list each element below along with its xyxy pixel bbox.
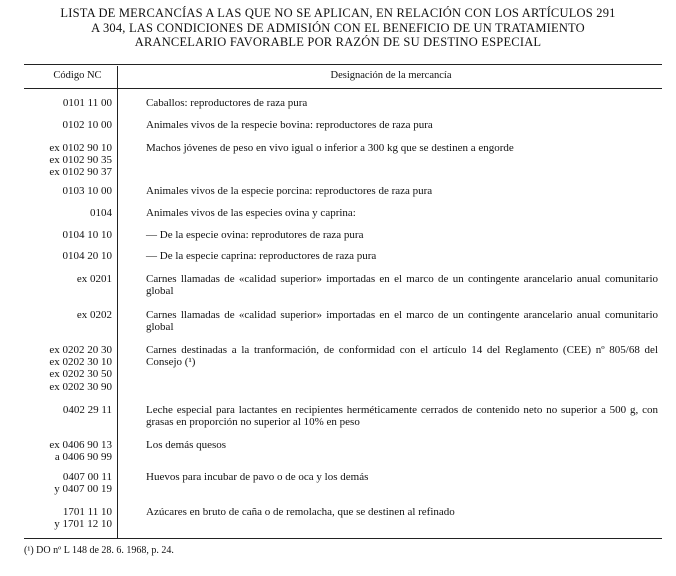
code-cell xyxy=(24,119,112,131)
column-divider xyxy=(117,66,118,538)
description-cell: Machos jóvenes de peso en vivo igual o inferior a 300 kg que se destinen a engorde xyxy=(146,142,514,154)
nc-code: 0407 00 11 xyxy=(62,471,112,483)
nc-code: ex 0202 30 50 xyxy=(49,368,112,381)
description-cell: Azúcares en bruto de caña o de remolacha, que se destinen al refinado xyxy=(146,506,455,518)
code-cell xyxy=(24,439,112,463)
nc-code: y 1701 12 10 xyxy=(54,518,112,531)
description-cell: Carnes llamadas de «calidad superior» importadas en el marco de un contingente arancelario anual comunitario global xyxy=(146,273,658,298)
nc-code: ex 0102 90 37 xyxy=(49,166,112,179)
footnote: (¹) DO nº L 148 de 28. 6. 1968, p. 24. xyxy=(24,545,174,556)
code-cell xyxy=(24,309,112,321)
description-cell: Animales vivos de la respecie bovina: reproductores de raza pura xyxy=(146,119,433,131)
header-code: Código NC xyxy=(53,70,102,81)
code-cell xyxy=(24,506,112,530)
code-cell xyxy=(24,229,112,241)
description-cell: Animales vivos de la especie porcina: reproductores de raza pura xyxy=(146,185,433,197)
description-cell: Carnes llamadas de «calidad superior» importadas en el marco de un contingente arancelario anual comunitario global xyxy=(146,309,658,334)
code-cell xyxy=(24,97,112,109)
code-cell xyxy=(24,250,112,262)
code-cell xyxy=(24,404,112,416)
nc-code: ex 0102 90 10 xyxy=(49,142,112,154)
nc-code: 0104 10 10 xyxy=(62,229,112,241)
nc-code: 0103 10 00 xyxy=(62,185,112,197)
table-top-rule xyxy=(24,64,662,65)
description-cell: Caballos: reproductores de raza pura xyxy=(146,97,308,109)
code-cell xyxy=(24,273,112,285)
nc-code: 0102 10 00 xyxy=(62,119,112,131)
header-bottom-rule xyxy=(24,88,662,89)
nc-code: 0402 29 11 xyxy=(62,404,112,416)
code-cell xyxy=(24,344,112,393)
description-cell: Carnes destinadas a la tranformación, de conformidad con el artículo 14 del Reglamento (CEE) nº 805/68 del Consejo (¹) xyxy=(146,344,658,369)
nc-code: y 0407 00 19 xyxy=(54,483,112,496)
title-line-3: ARANCELARIO FAVORABLE POR RAZÓN DE SU DESTINO ESPECIAL xyxy=(134,35,542,49)
nc-code: 0101 11 00 xyxy=(62,97,112,109)
header-description: Designación de la mercancía xyxy=(330,70,452,81)
nc-code: ex 0201 xyxy=(76,273,112,285)
nc-code: ex 0406 90 13 xyxy=(49,439,112,451)
code-cell xyxy=(24,207,112,219)
description-cell: Animales vivos de las especies ovina y caprina: xyxy=(146,207,356,219)
nc-code: 0104 20 10 xyxy=(62,250,112,262)
nc-code: a 0406 90 99 xyxy=(54,451,112,464)
title-line-2: A 304, LAS CONDICIONES DE ADMISIÓN CON EL BENEFICIO DE UN TRATAMIENTO xyxy=(91,20,585,35)
nc-code: ex 0202 30 10 xyxy=(49,356,112,369)
nc-code: 0104 xyxy=(90,207,112,219)
code-cell xyxy=(24,471,112,495)
nc-code: 1701 11 10 xyxy=(62,506,112,518)
description-cell: Huevos para incubar de pavo o de oca y los demás xyxy=(146,471,369,483)
description-cell: — De la especie ovina: reprodutores de raza pura xyxy=(146,229,364,241)
table-bottom-rule xyxy=(24,538,662,539)
description-cell: Leche especial para lactantes en recipientes herméticamente cerrados de contenido neto no superior a 500 g, con grasas en proporción no superior al 10% en peso xyxy=(146,404,658,429)
description-cell: — De la especie caprina: reproductores de raza pura xyxy=(146,250,377,262)
code-cell xyxy=(24,142,112,179)
nc-code: ex 0202 xyxy=(76,309,112,321)
nc-code: ex 0202 20 30 xyxy=(49,344,112,356)
nc-code: ex 0102 90 35 xyxy=(49,154,112,167)
code-cell xyxy=(24,185,112,197)
description-cell: Los demás quesos xyxy=(146,439,227,451)
document-title xyxy=(0,6,676,50)
nc-code: ex 0202 30 90 xyxy=(49,380,112,393)
title-line-1: LISTA DE MERCANCÍAS A LAS QUE NO SE APLICAN, EN RELACIÓN CON LOS ARTÍCULOS 291 xyxy=(60,6,616,20)
